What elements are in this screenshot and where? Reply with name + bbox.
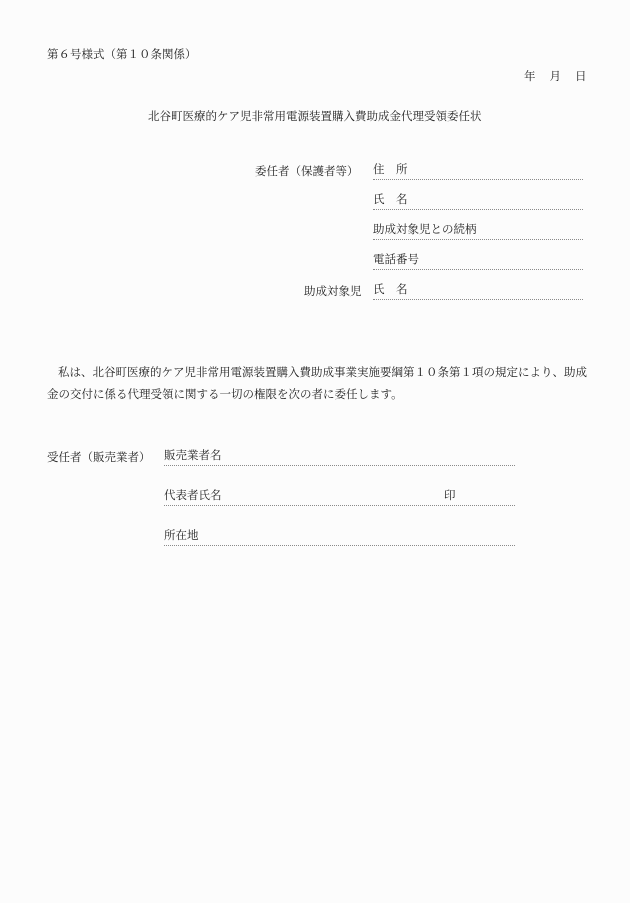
date-line [524,71,587,83]
delegation-statement: 私は、北谷町医療的ケア児非常用電源装置購入費助成事業実施要綱第１０条第１項の規定により、助成金の交付に係る代理受領に関する一切の権限を次の者に委任します。 [47,365,587,401]
form-number: 第６号様式（第１０条関係） [47,47,197,61]
vendor-address-label: 所在地 [164,528,199,542]
seal-mark: 印 [444,488,456,502]
vendor-name-field[interactable] [164,450,515,466]
delegator-address-label: 住 所 [373,162,408,176]
delegator-phone-field[interactable] [373,254,583,270]
month-label: 月 [549,69,561,83]
representative-name-field[interactable] [164,490,515,506]
subsidy-child-name-field[interactable] [373,284,583,300]
delegator-relationship-field[interactable] [373,224,583,240]
year-label: 年 [524,69,536,83]
delegator-section-label: 委任者（保護者等） [255,164,359,178]
delegator-relationship-label: 助成対象児との続柄 [373,222,477,236]
vendor-address-field[interactable] [164,530,515,546]
delegator-phone-label: 電話番号 [373,252,419,266]
vendor-name-label: 販売業者名 [164,448,222,462]
subsidy-child-section-label: 助成対象児 [304,284,362,298]
delegator-name-field[interactable] [373,194,583,210]
document-title: 北谷町医療的ケア児非常用電源装置購入費助成金代理受領委任状 [148,109,482,123]
delegator-name-label: 氏 名 [373,192,408,206]
day-label: 日 [575,69,587,83]
subsidy-child-name-label: 氏 名 [373,282,408,296]
delegator-address-field[interactable] [373,164,583,180]
delegate-section-label: 受任者（販売業者） [47,450,151,464]
representative-name-label: 代表者氏名 [164,488,222,502]
